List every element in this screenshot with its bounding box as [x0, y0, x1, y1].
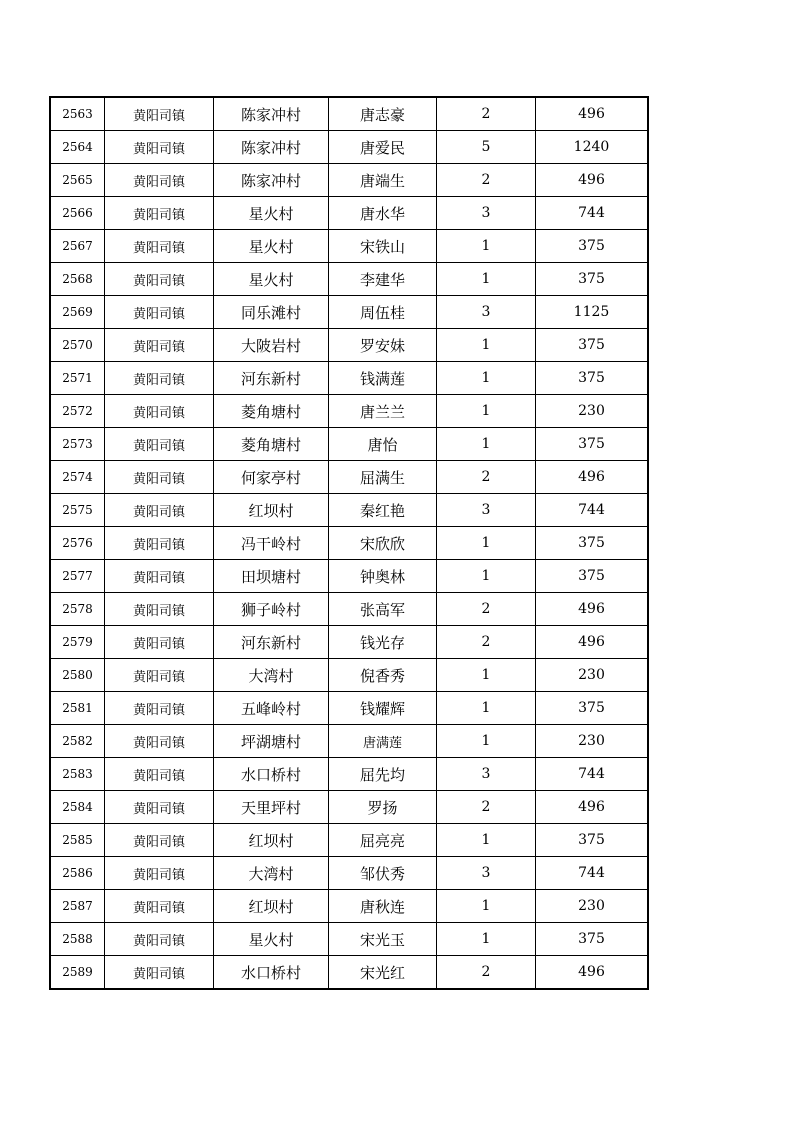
town-cell: 黄阳司镇	[105, 791, 214, 824]
serial-number-cell: 2585	[50, 824, 105, 857]
serial-number-cell: 2579	[50, 626, 105, 659]
person-name-cell: 屈先均	[329, 758, 437, 791]
table-row	[50, 131, 648, 164]
person-name-cell: 张高军	[329, 593, 437, 626]
town-cell: 黄阳司镇	[105, 857, 214, 890]
town-cell: 黄阳司镇	[105, 956, 214, 990]
table-row	[50, 725, 648, 758]
town-cell: 黄阳司镇	[105, 164, 214, 197]
person-name-cell: 宋铁山	[329, 230, 437, 263]
amount-cell: 230	[536, 890, 649, 923]
household-count-cell: 1	[437, 923, 536, 956]
serial-number-cell: 2584	[50, 791, 105, 824]
village-cell: 菱角塘村	[214, 395, 329, 428]
household-count-cell: 1	[437, 230, 536, 263]
person-name-cell: 唐兰兰	[329, 395, 437, 428]
village-cell: 田坝塘村	[214, 560, 329, 593]
amount-cell: 1240	[536, 131, 649, 164]
town-cell: 黄阳司镇	[105, 527, 214, 560]
person-name-cell: 罗安妹	[329, 329, 437, 362]
person-name-cell: 钟奥林	[329, 560, 437, 593]
town-cell: 黄阳司镇	[105, 263, 214, 296]
town-cell: 黄阳司镇	[105, 428, 214, 461]
amount-cell: 375	[536, 263, 649, 296]
person-name-cell: 李建华	[329, 263, 437, 296]
household-count-cell: 2	[437, 164, 536, 197]
person-name-cell: 唐爱民	[329, 131, 437, 164]
person-name-cell: 唐端生	[329, 164, 437, 197]
household-count-cell: 1	[437, 692, 536, 725]
table-row	[50, 428, 648, 461]
serial-number-cell: 2572	[50, 395, 105, 428]
household-count-cell: 1	[437, 329, 536, 362]
village-cell: 水口桥村	[214, 956, 329, 990]
serial-number-cell: 2570	[50, 329, 105, 362]
table-row	[50, 197, 648, 230]
table-row	[50, 956, 648, 990]
town-cell: 黄阳司镇	[105, 758, 214, 791]
household-count-cell: 3	[437, 494, 536, 527]
village-cell: 星火村	[214, 263, 329, 296]
table-row	[50, 626, 648, 659]
table-row	[50, 494, 648, 527]
household-count-cell: 2	[437, 626, 536, 659]
village-cell: 大陂岩村	[214, 329, 329, 362]
town-cell: 黄阳司镇	[105, 626, 214, 659]
household-count-cell: 2	[437, 593, 536, 626]
town-cell: 黄阳司镇	[105, 197, 214, 230]
village-cell: 陈家冲村	[214, 131, 329, 164]
amount-cell: 375	[536, 527, 649, 560]
serial-number-cell: 2587	[50, 890, 105, 923]
table-body	[50, 97, 648, 989]
household-count-cell: 1	[437, 362, 536, 395]
serial-number-cell: 2565	[50, 164, 105, 197]
village-cell: 冯干岭村	[214, 527, 329, 560]
town-cell: 黄阳司镇	[105, 923, 214, 956]
amount-cell: 496	[536, 461, 649, 494]
household-count-cell: 2	[437, 791, 536, 824]
village-cell: 五峰岭村	[214, 692, 329, 725]
table-row	[50, 560, 648, 593]
household-count-cell: 3	[437, 857, 536, 890]
amount-cell: 375	[536, 692, 649, 725]
town-cell: 黄阳司镇	[105, 362, 214, 395]
village-cell: 陈家冲村	[214, 97, 329, 131]
town-cell: 黄阳司镇	[105, 824, 214, 857]
person-name-cell: 罗扬	[329, 791, 437, 824]
town-cell: 黄阳司镇	[105, 692, 214, 725]
household-count-cell: 1	[437, 395, 536, 428]
town-cell: 黄阳司镇	[105, 890, 214, 923]
amount-cell: 375	[536, 362, 649, 395]
serial-number-cell: 2571	[50, 362, 105, 395]
household-count-cell: 2	[437, 97, 536, 131]
amount-cell: 744	[536, 857, 649, 890]
table-row	[50, 230, 648, 263]
amount-cell: 375	[536, 923, 649, 956]
amount-cell: 375	[536, 428, 649, 461]
amount-cell: 496	[536, 791, 649, 824]
amount-cell: 744	[536, 494, 649, 527]
person-name-cell: 周伍桂	[329, 296, 437, 329]
town-cell: 黄阳司镇	[105, 494, 214, 527]
table-row	[50, 97, 648, 131]
amount-cell: 496	[536, 97, 649, 131]
town-cell: 黄阳司镇	[105, 131, 214, 164]
person-name-cell: 秦红艳	[329, 494, 437, 527]
serial-number-cell: 2588	[50, 923, 105, 956]
amount-cell: 375	[536, 230, 649, 263]
amount-cell: 744	[536, 758, 649, 791]
village-cell: 红坝村	[214, 824, 329, 857]
allowance-table	[49, 96, 649, 990]
table-row	[50, 461, 648, 494]
serial-number-cell: 2577	[50, 560, 105, 593]
serial-number-cell: 2582	[50, 725, 105, 758]
town-cell: 黄阳司镇	[105, 560, 214, 593]
person-name-cell: 屈满生	[329, 461, 437, 494]
village-cell: 陈家冲村	[214, 164, 329, 197]
serial-number-cell: 2564	[50, 131, 105, 164]
town-cell: 黄阳司镇	[105, 230, 214, 263]
village-cell: 大湾村	[214, 659, 329, 692]
village-cell: 星火村	[214, 197, 329, 230]
person-name-cell: 宋光红	[329, 956, 437, 990]
village-cell: 天里坪村	[214, 791, 329, 824]
amount-cell: 1125	[536, 296, 649, 329]
table-row	[50, 659, 648, 692]
serial-number-cell: 2575	[50, 494, 105, 527]
table-row	[50, 758, 648, 791]
village-cell: 星火村	[214, 230, 329, 263]
village-cell: 同乐滩村	[214, 296, 329, 329]
household-count-cell: 1	[437, 725, 536, 758]
village-cell: 狮子岭村	[214, 593, 329, 626]
household-count-cell: 1	[437, 560, 536, 593]
person-name-cell: 钱光存	[329, 626, 437, 659]
household-count-cell: 1	[437, 890, 536, 923]
household-count-cell: 1	[437, 824, 536, 857]
household-count-cell: 2	[437, 461, 536, 494]
village-cell: 水口桥村	[214, 758, 329, 791]
amount-cell: 744	[536, 197, 649, 230]
person-name-cell: 唐秋连	[329, 890, 437, 923]
village-cell: 红坝村	[214, 890, 329, 923]
table-row	[50, 791, 648, 824]
amount-cell: 375	[536, 824, 649, 857]
serial-number-cell: 2563	[50, 97, 105, 131]
person-name-cell: 宋欣欣	[329, 527, 437, 560]
table-row	[50, 263, 648, 296]
serial-number-cell: 2573	[50, 428, 105, 461]
person-name-cell: 唐水华	[329, 197, 437, 230]
household-count-cell: 1	[437, 659, 536, 692]
household-count-cell: 3	[437, 197, 536, 230]
person-name-cell: 钱耀辉	[329, 692, 437, 725]
amount-cell: 496	[536, 593, 649, 626]
serial-number-cell: 2580	[50, 659, 105, 692]
table-row	[50, 164, 648, 197]
village-cell: 大湾村	[214, 857, 329, 890]
household-count-cell: 1	[437, 428, 536, 461]
amount-cell: 375	[536, 560, 649, 593]
village-cell: 坪湖塘村	[214, 725, 329, 758]
amount-cell: 496	[536, 626, 649, 659]
amount-cell: 230	[536, 395, 649, 428]
town-cell: 黄阳司镇	[105, 296, 214, 329]
town-cell: 黄阳司镇	[105, 725, 214, 758]
amount-cell: 496	[536, 164, 649, 197]
person-name-cell: 钱满莲	[329, 362, 437, 395]
household-count-cell: 3	[437, 758, 536, 791]
amount-cell: 230	[536, 659, 649, 692]
serial-number-cell: 2586	[50, 857, 105, 890]
village-cell: 星火村	[214, 923, 329, 956]
town-cell: 黄阳司镇	[105, 329, 214, 362]
person-name-cell: 宋光玉	[329, 923, 437, 956]
table-row	[50, 824, 648, 857]
village-cell: 红坝村	[214, 494, 329, 527]
serial-number-cell: 2568	[50, 263, 105, 296]
village-cell: 河东新村	[214, 362, 329, 395]
serial-number-cell: 2566	[50, 197, 105, 230]
town-cell: 黄阳司镇	[105, 593, 214, 626]
table-row	[50, 296, 648, 329]
town-cell: 黄阳司镇	[105, 395, 214, 428]
town-cell: 黄阳司镇	[105, 97, 214, 131]
table-row	[50, 857, 648, 890]
household-count-cell: 3	[437, 296, 536, 329]
serial-number-cell: 2576	[50, 527, 105, 560]
table-row	[50, 362, 648, 395]
household-count-cell: 5	[437, 131, 536, 164]
amount-cell: 496	[536, 956, 649, 990]
town-cell: 黄阳司镇	[105, 461, 214, 494]
table-row	[50, 923, 648, 956]
household-count-cell: 2	[437, 956, 536, 990]
village-cell: 河东新村	[214, 626, 329, 659]
household-count-cell: 1	[437, 527, 536, 560]
person-name-cell: 唐志豪	[329, 97, 437, 131]
serial-number-cell: 2567	[50, 230, 105, 263]
table-row	[50, 692, 648, 725]
amount-cell: 375	[536, 329, 649, 362]
table-row	[50, 395, 648, 428]
serial-number-cell: 2574	[50, 461, 105, 494]
village-cell: 何家亭村	[214, 461, 329, 494]
person-name-cell: 屈亮亮	[329, 824, 437, 857]
table-row	[50, 593, 648, 626]
table-row	[50, 890, 648, 923]
serial-number-cell: 2583	[50, 758, 105, 791]
person-name-cell: 倪香秀	[329, 659, 437, 692]
serial-number-cell: 2578	[50, 593, 105, 626]
serial-number-cell: 2589	[50, 956, 105, 990]
household-count-cell: 1	[437, 263, 536, 296]
village-cell: 菱角塘村	[214, 428, 329, 461]
serial-number-cell: 2569	[50, 296, 105, 329]
person-name-cell: 唐怡	[329, 428, 437, 461]
table-row	[50, 329, 648, 362]
amount-cell: 230	[536, 725, 649, 758]
town-cell: 黄阳司镇	[105, 659, 214, 692]
person-name-cell: 邹伏秀	[329, 857, 437, 890]
table-row	[50, 527, 648, 560]
person-name-cell: 唐满莲	[329, 725, 437, 758]
serial-number-cell: 2581	[50, 692, 105, 725]
